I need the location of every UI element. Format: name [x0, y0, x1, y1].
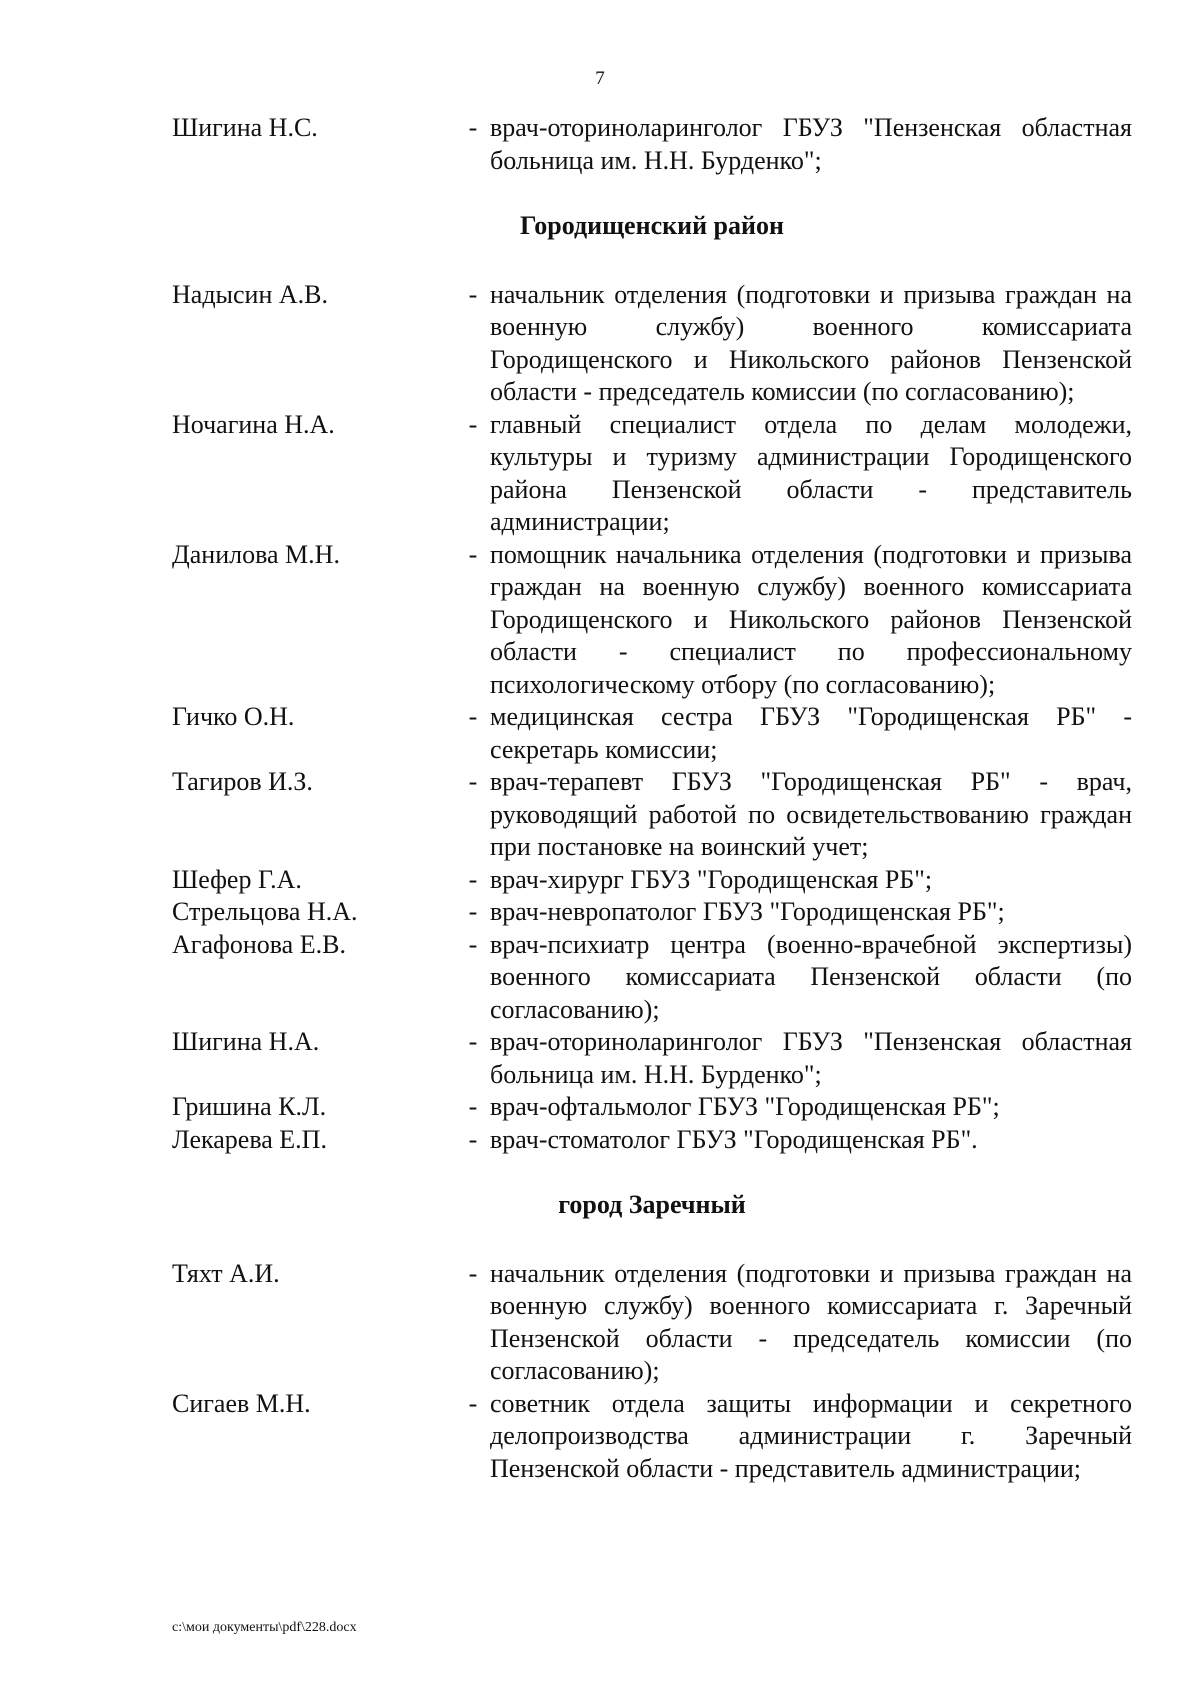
member-entry: [172, 539, 1132, 702]
entry-dash: -: [468, 767, 478, 796]
member-description: начальник отделения (подготовки и призыва граждан на военную службу) военного комиссариата Городищенского и Никольского районов Пензенской области - председатель комиссии (по согласованию);: [490, 279, 1132, 406]
entry-dash: -: [468, 897, 478, 926]
member-description: начальник отделения (подготовки и призыва граждан на военную службу) военного комиссариата г. Заречный Пензенской области - председатель комиссии (по согласованию);: [490, 1258, 1132, 1385]
member-entry: [172, 1124, 1132, 1157]
member-entry: [172, 1026, 1132, 1091]
member-name: Шигина Н.А.: [172, 1027, 320, 1056]
entry-dash: -: [468, 864, 478, 894]
member-entry: [172, 409, 1132, 539]
member-description: врач-офтальмолог ГБУЗ "Городищенская РБ";: [490, 1092, 1000, 1121]
entry-dash: -: [468, 1092, 478, 1121]
member-name: Гичко О.Н.: [172, 702, 295, 731]
member-entry: [172, 279, 1132, 409]
member-entry: [172, 1091, 1132, 1124]
entry-dash: -: [468, 279, 478, 309]
member-name: Тяхт А.И.: [172, 1258, 280, 1288]
member-description: медицинская сестра ГБУЗ "Городищенская РБ" - секретарь комиссии;: [490, 702, 1132, 764]
member-name: Лекарева Е.П.: [172, 1124, 327, 1154]
member-name: Стрельцова Н.А.: [172, 897, 358, 926]
member-entry: [172, 1258, 1132, 1388]
member-name: Шигина Н.С.: [172, 113, 318, 142]
document-content: [172, 112, 1132, 1485]
member-description: врач-хирург ГБУЗ "Городищенская РБ";: [490, 864, 933, 894]
member-entry: [172, 1388, 1132, 1486]
section-title: Городищенский район: [520, 211, 784, 240]
footer-file-path: c:\мои документы\pdf\228.docx: [172, 1620, 357, 1635]
member-entry: [172, 896, 1132, 929]
member-entry: [172, 864, 1132, 897]
member-name: Данилова М.Н.: [172, 539, 340, 569]
member-name: Тагиров И.З.: [172, 767, 313, 796]
entry-dash: -: [468, 702, 478, 731]
entry-dash: -: [468, 1027, 478, 1056]
member-entry: [172, 929, 1132, 1027]
member-description: врач-невропатолог ГБУЗ "Городищенская РБ";: [490, 897, 1005, 926]
member-description: врач-оториноларинголог ГБУЗ "Пензенская областная больница им. Н.Н. Бурденко";: [490, 113, 1132, 175]
member-entry: [172, 766, 1132, 864]
member-name: Сигаев М.Н.: [172, 1388, 311, 1418]
entry-dash: -: [468, 1388, 478, 1418]
member-description: помощник начальника отделения (подготовки и призыва граждан на военную службу) военного комиссариата Городищенского и Никольского районов Пензенской области - специалист по профессиональному психологическому отбору (по согласованию);: [490, 539, 1132, 699]
member-description: врач-психиатр центра (военно-врачебной экспертизы) военного комиссариата Пензенской области (по согласованию);: [490, 929, 1132, 1024]
member-description: врач-стоматолог ГБУЗ "Городищенская РБ".: [490, 1124, 978, 1154]
member-description: главный специалист отдела по делам молодежи, культуры и туризму администрации Городищенского района Пензенской области - представитель администрации;: [490, 409, 1132, 536]
entry-dash: -: [468, 539, 478, 569]
member-description: врач-терапевт ГБУЗ "Городищенская РБ" - врач, руководящий работой по освидетельствованию граждан при постановке на воинский учет;: [490, 767, 1132, 861]
member-description: врач-оториноларинголог ГБУЗ "Пензенская областная больница им. Н.Н. Бурденко";: [490, 1027, 1132, 1089]
member-name: Гришина К.Л.: [172, 1092, 327, 1121]
member-name: Шефер Г.А.: [172, 864, 302, 894]
member-name: Надысин А.В.: [172, 279, 328, 309]
section-title: город Заречный: [558, 1190, 746, 1219]
member-entry: [172, 112, 1132, 177]
entry-dash: -: [468, 113, 478, 142]
entry-dash: -: [468, 409, 478, 439]
member-name: Ночагина Н.А.: [172, 409, 335, 439]
member-entry: [172, 701, 1132, 766]
entry-dash: -: [468, 1258, 478, 1288]
entry-dash: -: [468, 1124, 478, 1154]
entry-dash: -: [468, 929, 478, 959]
page-number: 7: [595, 68, 605, 89]
member-name: Агафонова Е.В.: [172, 929, 346, 959]
member-description: советник отдела защиты информации и секретного делопроизводства администрации г. Заречный Пензенской области - представитель администрации;: [490, 1388, 1132, 1483]
